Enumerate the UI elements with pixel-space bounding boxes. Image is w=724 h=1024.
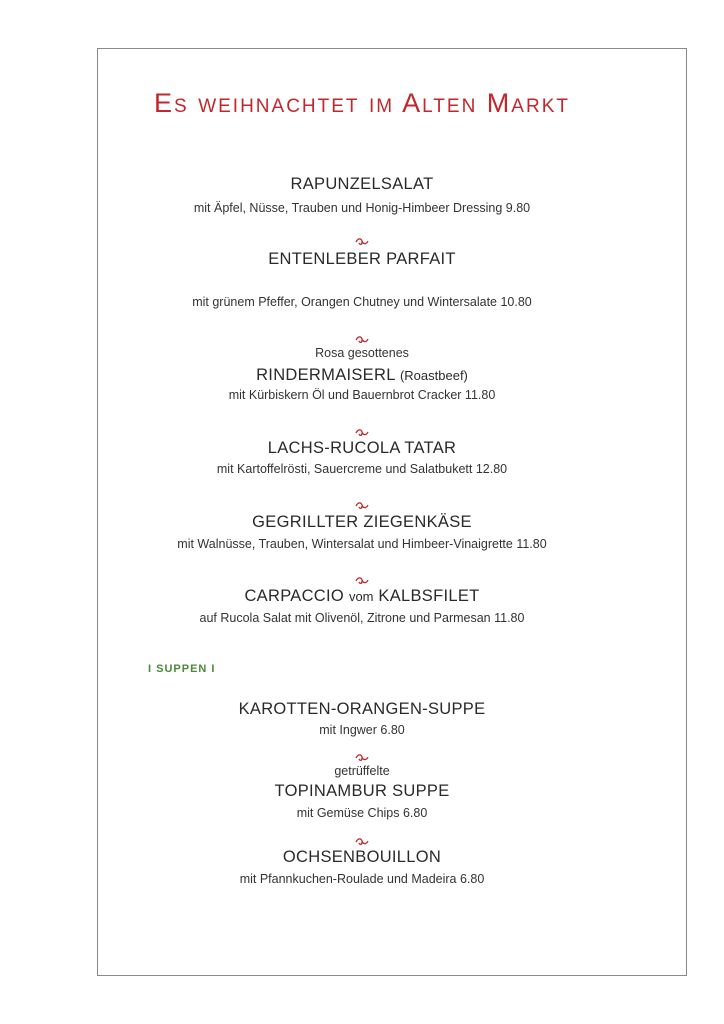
dish-name: ENTENLEBER PARFAIT xyxy=(268,250,456,268)
fleuron-icon xyxy=(0,233,724,241)
fleuron-icon xyxy=(0,833,724,841)
menu-title: Es weihnachtet im Alten Markt xyxy=(154,88,570,118)
dish-prefix: Rosa gesottenes xyxy=(315,346,409,360)
soup-name: TOPINAMBUR SUPPE xyxy=(274,782,450,800)
fleuron-icon xyxy=(0,572,724,580)
fleuron-icon xyxy=(0,424,724,432)
dish-description: mit Kartoffelrösti, Sauercreme und Salatbukett 12.80 xyxy=(216,462,508,476)
dish-name-connector: vom xyxy=(348,589,374,604)
dish-description: mit Kürbiskern Öl und Bauernbrot Cracker 11.80 xyxy=(228,388,496,402)
section-heading-suppen: I SUPPEN I xyxy=(148,663,216,675)
dish-description: mit Walnüsse, Trauben, Wintersalat und Himbeer-Vinaigrette 11.80 xyxy=(177,537,547,551)
soup-description: mit Ingwer 6.80 xyxy=(319,723,405,737)
soup-prefix: getrüffelte xyxy=(334,764,390,778)
dish-description: mit grünem Pfeffer, Orangen Chutney und Wintersalate 10.80 xyxy=(192,295,532,309)
dish-name-main: RINDERMAISERL xyxy=(256,366,396,384)
dish-name-suffix: (Roastbeef) xyxy=(399,368,468,383)
dish-name xyxy=(0,366,724,385)
dish-description: auf Rucola Salat mit Olivenöl, Zitrone und Parmesan 11.80 xyxy=(199,611,525,625)
fleuron-icon xyxy=(0,331,724,339)
soup-name: OCHSENBOUILLON xyxy=(282,848,442,866)
dish-name-main: CARPACCIO xyxy=(244,587,345,605)
dish-description: mit Äpfel, Nüsse, Trauben und Honig-Himbeer Dressing 9.80 xyxy=(193,201,531,215)
soup-description: mit Gemüse Chips 6.80 xyxy=(296,806,428,820)
fleuron-icon xyxy=(0,497,724,505)
soup-name: KAROTTEN-ORANGEN-SUPPE xyxy=(238,700,486,718)
dish-name: GEGRILLTER ZIEGENKÄSE xyxy=(252,513,472,531)
dish-name: LACHS-RUCOLA TATAR xyxy=(267,439,457,457)
soup-description: mit Pfannkuchen-Roulade und Madeira 6.80 xyxy=(239,872,485,886)
dish-name xyxy=(0,587,724,606)
dish-name-end: KALBSFILET xyxy=(378,587,480,605)
dish-name: RAPUNZELSALAT xyxy=(290,175,434,193)
fleuron-icon xyxy=(0,749,724,757)
